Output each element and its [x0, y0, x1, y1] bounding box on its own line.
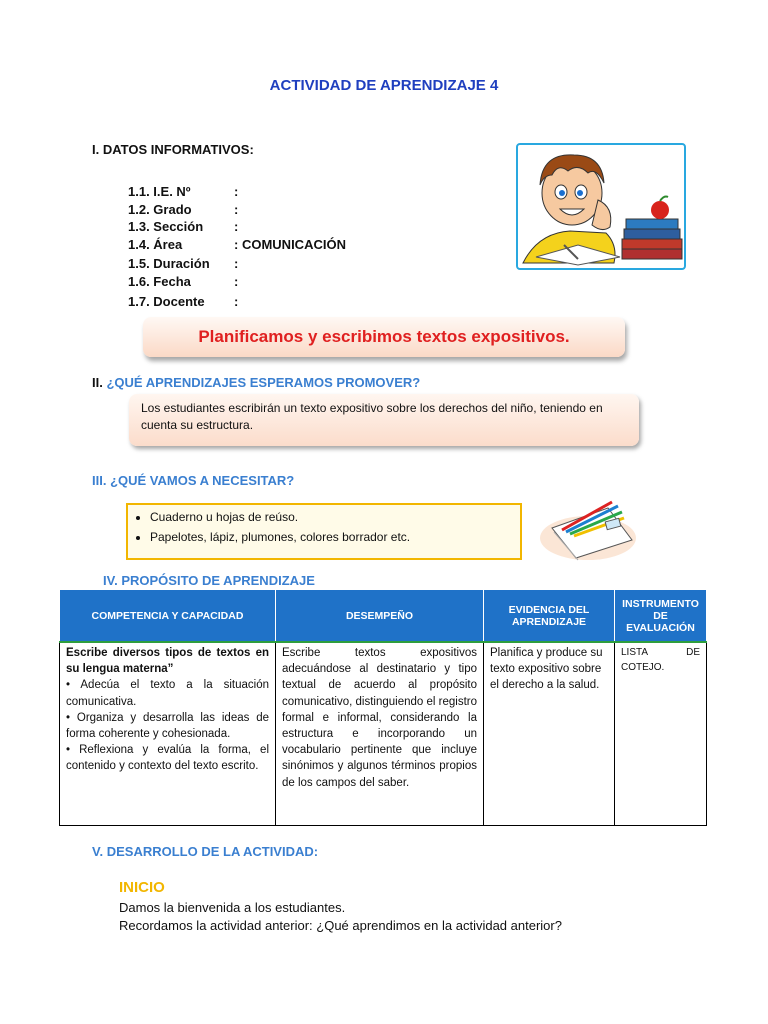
- section2-heading: [92, 375, 420, 390]
- materials-list: [128, 510, 520, 544]
- learning-goal-text: Los estudiantes escribirán un texto expositivo sobre los derechos del niño, teniendo en cuenta su estructura.: [141, 401, 603, 432]
- section3-title: ¿QUÉ VAMOS A NECESITAR?: [110, 473, 295, 488]
- cell-competencia: [60, 642, 276, 826]
- page-title: ACTIVIDAD DE APRENDIZAJE 4: [269, 77, 499, 94]
- capacidad-item: • Reflexiona y evalúa la forma, el contenido y contexto del texto escrito.: [66, 744, 269, 773]
- list-item: • Cuaderno u hojas de reúso.: [150, 510, 520, 524]
- info-row: [128, 256, 238, 271]
- info-sep: :: [234, 202, 239, 217]
- info-row: [128, 184, 238, 199]
- materials-box: [126, 503, 522, 560]
- info-row: [128, 219, 238, 234]
- info-sep: :: [234, 256, 239, 271]
- section4-title: PROPÓSITO DE APRENDIZAJE: [121, 573, 315, 588]
- header-evidencia: EVIDENCIA DEL APRENDIZAJE: [484, 590, 615, 643]
- info-value-area: COMUNICACIÓN: [241, 237, 346, 252]
- info-key: 1.2. Grado: [128, 202, 192, 217]
- section1-heading: I. DATOS INFORMATIVOS:: [92, 142, 254, 157]
- inicio-heading: INICIO: [119, 879, 165, 896]
- info-row: [128, 294, 238, 309]
- section5-heading: [92, 844, 318, 859]
- section3-number: III.: [92, 473, 107, 488]
- info-sep: :: [234, 294, 239, 309]
- info-key: 1.7. Docente: [128, 294, 205, 309]
- activity-title-banner: Planificamos y escribimos textos expositivos.: [143, 317, 625, 357]
- section2-title: ¿QUÉ APRENDIZAJES ESPERAMOS PROMOVER?: [106, 375, 421, 390]
- info-key: 1.3. Sección: [128, 219, 204, 234]
- info-row: [128, 274, 238, 289]
- section4-heading: [103, 573, 315, 588]
- section2-number: II.: [92, 375, 103, 390]
- section3-heading: [92, 473, 294, 488]
- notebook-illustration: [538, 490, 638, 562]
- header-competencia: COMPETENCIA Y CAPACIDAD: [60, 590, 276, 643]
- inicio-line: Damos la bienvenida a los estudiantes.: [119, 900, 346, 915]
- info-key: 1.4. Área: [128, 237, 183, 252]
- boy-reading-icon: [518, 145, 684, 268]
- cell-instrumento: LISTA DE COTEJO.: [615, 642, 707, 826]
- table-header-row: [60, 590, 707, 643]
- info-sep: :: [234, 274, 239, 289]
- section4-number: IV.: [103, 573, 118, 588]
- info-key: 1.1. I.E. Nº: [128, 184, 191, 199]
- capacidad-item: • Adecúa el texto a la situación comunicativa.: [66, 679, 269, 708]
- inicio-line: Recordamos la actividad anterior: ¿Qué aprendimos en la actividad anterior?: [119, 918, 562, 933]
- info-sep: :: [234, 237, 239, 252]
- info-key: 1.5. Duración: [128, 256, 210, 271]
- info-sep: :: [234, 219, 239, 234]
- section5-title: DESARROLLO DE LA ACTIVIDAD:: [106, 844, 319, 859]
- info-row: [128, 202, 238, 217]
- cell-desempeno: Escribe textos expositivos adecuándose al destinatario y tipo textual de acuerdo al propósito comunicativo, distinguiendo el registro formal e informal, considerando la estructura e incorporando un vocabulario pertinente que incluye sinónimos y algunos términos propios de los campos del saber.: [276, 642, 484, 826]
- notebook-pencils-icon: [538, 490, 638, 562]
- section5-number: V.: [92, 844, 104, 859]
- competencia-title: Escribe diversos tipos de textos en su lengua materna”: [66, 647, 269, 676]
- student-illustration: [516, 143, 686, 270]
- list-item: • Papelotes, lápiz, plumones, colores borrador etc.: [150, 530, 520, 544]
- info-row: [128, 237, 346, 252]
- purpose-table: [59, 589, 707, 826]
- header-desempeno: DESEMPEÑO: [276, 590, 484, 643]
- table-row: [60, 642, 707, 826]
- info-key: 1.6. Fecha: [128, 274, 191, 289]
- header-instrumento: INSTRUMENTO DE EVALUACIÓN: [615, 590, 707, 643]
- learning-goal-box: [129, 394, 639, 446]
- capacidad-item: • Organiza y desarrolla las ideas de forma coherente y cohesionada.: [66, 711, 269, 741]
- cell-evidencia: Planifica y produce su texto expositivo sobre el derecho a la salud.: [484, 642, 615, 826]
- info-sep: :: [234, 184, 239, 199]
